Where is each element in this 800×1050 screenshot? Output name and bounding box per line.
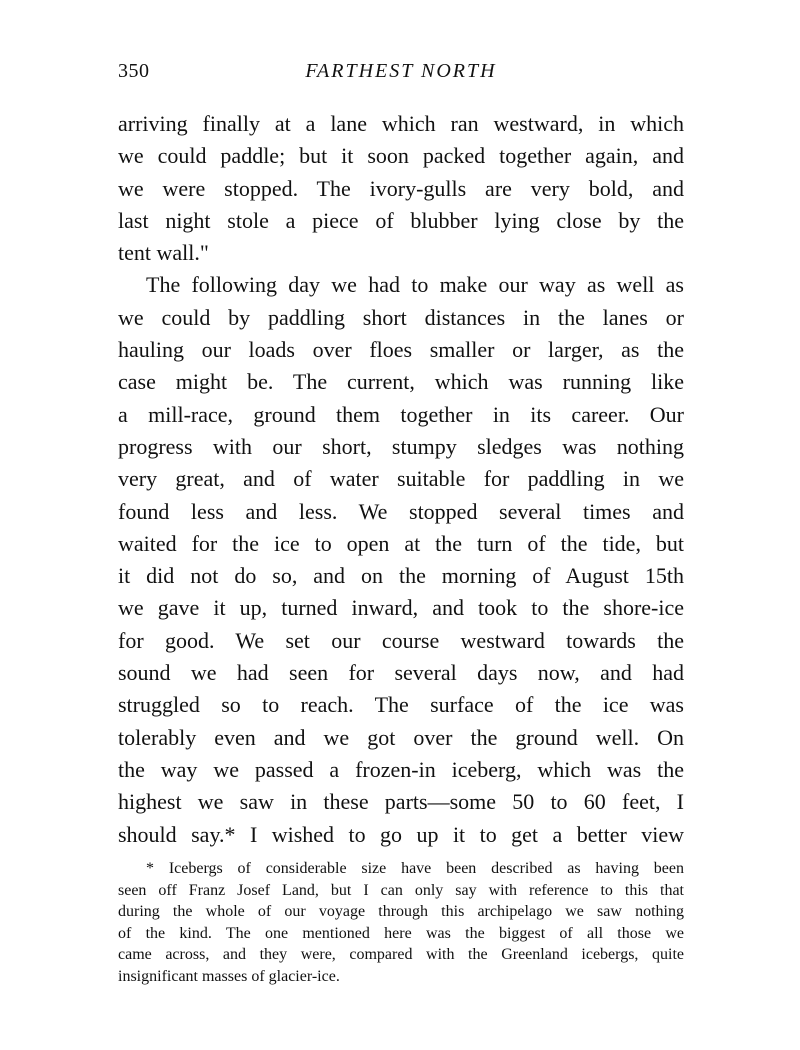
text-line: struggled so to reach. The surface of the ice was (118, 692, 684, 718)
text-line: it did not do so, and on the morning of August 15th (118, 563, 684, 589)
page-number: 350 (118, 60, 150, 82)
text-line: should say.* I wished to go up it to get a better view (118, 821, 684, 847)
text-line: we were stopped. The ivory-gulls are very bold, and (118, 175, 684, 201)
text-line: for good. We set our course westward towards the (118, 627, 684, 653)
text-line: tent wall." (118, 240, 209, 266)
text-line: case might be. The current, which was running like (118, 369, 684, 395)
text-line: last night stole a piece of blubber lying close by the (118, 207, 684, 233)
text-line: we could paddle; but it soon packed together again, and (118, 143, 684, 169)
running-head (118, 60, 684, 90)
text-line: very great, and of water suitable for paddling in we (118, 466, 684, 492)
footnote-line: of the kind. The one mentioned here was the biggest of all those we (118, 924, 684, 942)
text-line: arriving finally at a lane which ran westward, in which (118, 111, 684, 136)
text-line: a mill-race, ground them together in its career. Our (118, 401, 684, 427)
text-line: progress with our short, stumpy sledges was nothing (118, 433, 684, 459)
text-line: waited for the ice to open at the turn of the tide, but (118, 530, 684, 556)
footnote-line: * Icebergs of considerable size have been described as having been (146, 860, 684, 877)
footnote-line: during the whole of our voyage through this archipelago we saw nothing (118, 903, 684, 920)
text-line: hauling our loads over floes smaller or larger, as the (118, 337, 684, 363)
text-line: we could by paddling short distances in the lanes or (118, 304, 684, 330)
text-line: sound we had seen for several days now, and had (118, 660, 684, 686)
text-line: tolerably even and we got over the ground well. On (118, 724, 684, 750)
text-line: found less and less. We stopped several times and (118, 498, 684, 524)
running-title: FARTHEST NORTH (305, 60, 497, 82)
text-line: The following day we had to make our way as well as (146, 272, 684, 298)
footnote-line: came across, and they were, compared with the Greenland icebergs, quite (118, 946, 684, 963)
text-line: the way we passed a frozen-in iceberg, which was the (118, 756, 684, 782)
body-text (118, 108, 684, 851)
text-line: we gave it up, turned inward, and took to the shore-ice (118, 595, 684, 621)
footnote (118, 858, 684, 987)
footnote-line: insignificant masses of glacier-ice. (118, 967, 340, 985)
text-line: highest we saw in these parts—some 50 to 60 feet, I (118, 789, 684, 815)
footnote-line: seen off Franz Josef Land, but I can only say with reference to this that (118, 881, 684, 899)
